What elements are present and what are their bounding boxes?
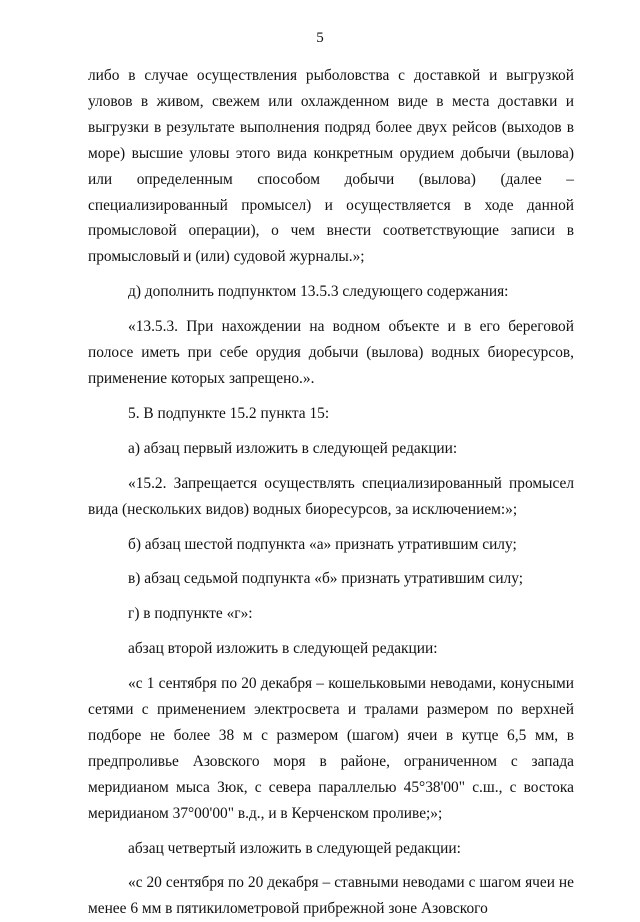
paragraph-subitem-g: г) в подпункте «г»: <box>128 605 253 623</box>
paragraph-item-5: 5. В подпункте 15.2 пункта 15: <box>128 404 330 422</box>
paragraph-subitem-a: а) абзац первый изложить в следующей редакции: <box>128 439 458 457</box>
page-number: 5 <box>316 30 324 46</box>
paragraph-sept-dec: «с 1 сентября по 20 декабря – кошельковыми неводами, конусными сетями с применением электросвета и тралами размером по верхней подборе не более 38 м с размером (шагом) ячеи в кутце 6,5 мм, в предпроливье Азовского моря в районе, ограниченном с запада меридианом мыса Зюк, с севера параллелью 45°38'00" с.ш., с востока меридианом 37°00'00" в.д., и в Керченском проливе;»; <box>88 675 574 822</box>
paragraph-sept20-dec: «с 20 сентября по 20 декабря – ставными неводами с шагом ячеи не менее 6 мм в пятикилометровой прибрежной зоне Азовского <box>88 874 574 918</box>
paragraph-second-abzac: абзац второй изложить в следующей редакции: <box>128 640 438 658</box>
body-text <box>88 63 574 922</box>
paragraph-continuation: либо в случае осуществления рыболовства с доставкой и выгрузкой уловов в живом, свежем или охлажденном виде в места доставки и выгрузки в результате выполнения подряд более двух рейсов (выходов в море) высшие уловы этого вида конкретным орудием добычи (вылова) или определенным способом добычи (вылова) (далее – специализированный промысел) и осуществляется в ходе данной промысловой операции), о чем внести соответствующие записи в промысловый и (или) судовой журналы.»; <box>88 67 574 266</box>
paragraph-13-5-3: «13.5.3. При нахождении на водном объекте и в его береговой полосе иметь при себе орудия добычи (вылова) водных биоресурсов, применение которых запрещено.». <box>88 318 574 387</box>
paragraph-subitem-b: б) абзац шестой подпункта «а» признать утратившим силу; <box>128 535 517 553</box>
paragraph-subitem-v: в) абзац седьмой подпункта «б» признать утратившим силу; <box>128 570 524 588</box>
paragraph-fourth-abzac: абзац четвертый изложить в следующей редакции: <box>128 839 461 857</box>
paragraph-15-2: «15.2. Запрещается осуществлять специализированный промысел вида (нескольких видов) водных биоресурсов, за исключением:»; <box>88 474 574 518</box>
paragraph-subitem-d: д) дополнить подпунктом 13.5.3 следующего содержания: <box>128 283 509 301</box>
